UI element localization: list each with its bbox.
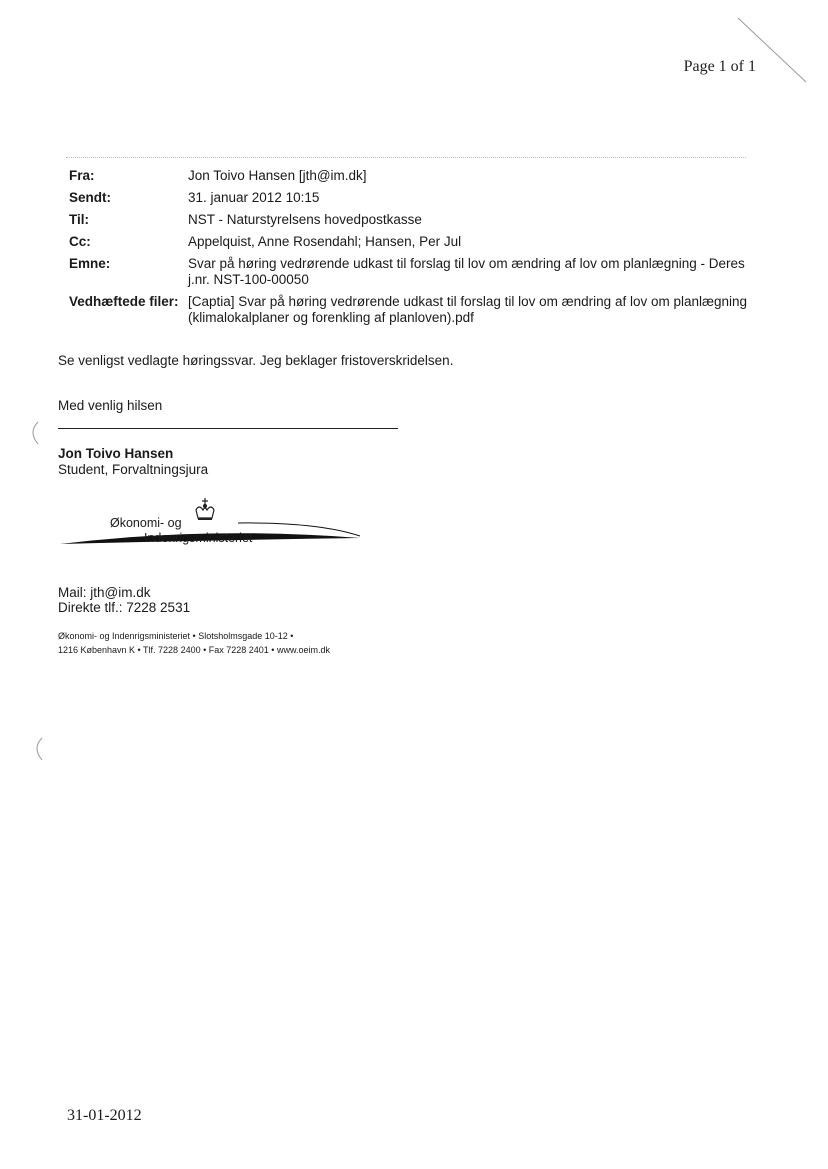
header-value: 31. januar 2012 10:15 (188, 190, 320, 205)
email-body: Se venligst vedlagte høringssvar. Jeg beklager fristoverskridelsen. (58, 353, 454, 368)
attachment-link[interactable]: [Captia] Svar på høring vedrørende udkast til forslag til lov om ændring af lov om planlægning (klimalokalplaner og forenkling af planloven).pdf (188, 294, 748, 325)
header-label: Cc: (69, 234, 91, 249)
address-line-2: 1216 København K • Tlf. 7228 2400 • Fax 7228 2401 • www.oeim.dk (58, 645, 330, 655)
email-headers (69, 168, 759, 332)
header-attachments (69, 294, 759, 326)
page-number: Page 1 of 1 (683, 58, 756, 75)
header-label: Sendt: (69, 190, 111, 205)
signature-name: Jon Toivo Hansen (58, 446, 174, 461)
signature-title: Student, Forvaltningsjura (58, 462, 209, 477)
header-value: Appelquist, Anne Rosendahl; Hansen, Per Jul (188, 234, 462, 249)
header-subject (69, 256, 759, 288)
header-label: Vedhæftede filer: (69, 294, 179, 309)
header-value: Svar på høring vedrørende udkast til forslag til lov om ændring af lov om planlægning - Deres j.nr. NST-100-00050 (188, 256, 745, 287)
signature-mail: Mail: jth@im.dk (58, 585, 151, 600)
header-value: NST - Naturstyrelsens hovedpostkasse (188, 212, 422, 227)
scan-corner-mark (730, 10, 820, 90)
header-from (69, 168, 759, 184)
signature-divider (58, 428, 398, 429)
header-label: Fra: (69, 168, 95, 183)
header-sent (69, 190, 759, 206)
header-cc (69, 234, 759, 250)
ministry-logo (58, 496, 368, 556)
address-line-1: Økonomi- og Indenrigsministeriet • Slotsholmsgade 10-12 • (58, 631, 294, 641)
header-value: Jon Toivo Hansen [jth@im.dk] (188, 168, 367, 183)
header-divider (66, 157, 746, 158)
punch-hole-mark-bottom (28, 734, 48, 764)
header-label: Emne: (69, 256, 111, 271)
logo-text-line1: Økonomi- og (110, 516, 182, 530)
crown-swoosh-graphic (58, 496, 368, 556)
stamp-date: 31-01-2012 (67, 1107, 142, 1124)
header-to (69, 212, 759, 228)
signature-phone: Direkte tlf.: 7228 2531 (58, 600, 191, 615)
header-label: Til: (69, 212, 89, 227)
punch-hole-mark-top (24, 418, 44, 448)
logo-text-line2: Indenrigsministeriet (144, 531, 253, 545)
greeting: Med venlig hilsen (58, 398, 163, 413)
